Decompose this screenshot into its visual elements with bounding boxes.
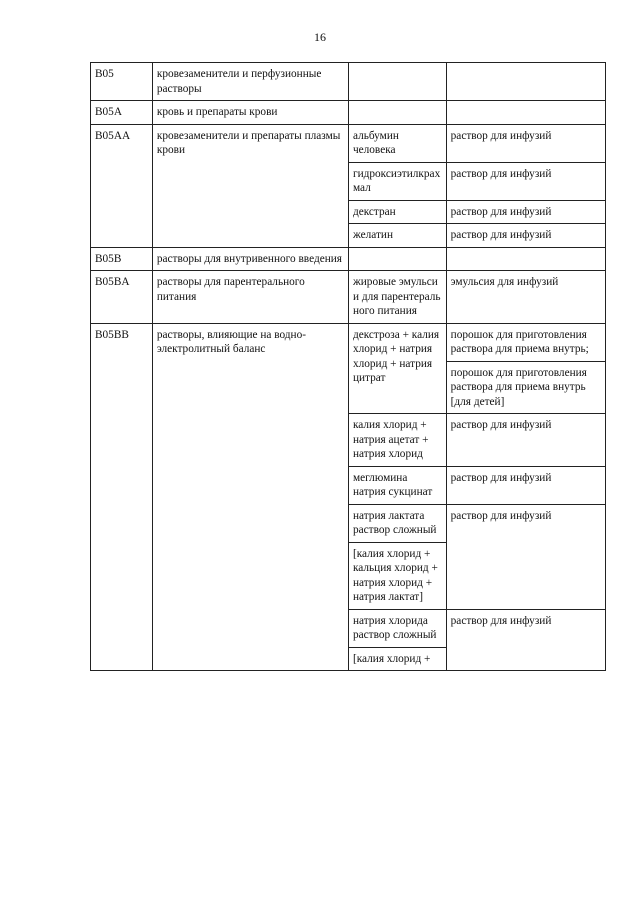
substance-name: желатин — [348, 224, 446, 248]
empty-cell — [446, 101, 605, 125]
substance-name: калия хлорид + натрия ацетат + натрия хлорид — [348, 414, 446, 467]
empty-cell — [348, 247, 446, 271]
group-name: растворы, влияющие на водно-электролитный баланс — [152, 323, 348, 671]
substance-name: гидроксиэтилкрахмал — [348, 162, 446, 200]
substance-name: натрия лактата раствор сложный — [348, 504, 446, 542]
empty-cell — [348, 63, 446, 101]
group-name: растворы для внутривенного введения — [152, 247, 348, 271]
table-row — [91, 323, 606, 361]
dosage-form: раствор для инфузий — [446, 414, 605, 467]
dosage-form: раствор для инфузий — [446, 162, 605, 200]
table-row — [91, 271, 606, 324]
dosage-form: эмульсия для инфузий — [446, 271, 605, 324]
dosage-form: раствор для инфузий — [446, 609, 605, 671]
atc-code: B05A — [91, 101, 153, 125]
atc-code: B05 — [91, 63, 153, 101]
dosage-form: раствор для инфузий — [446, 200, 605, 224]
table-row — [91, 124, 606, 162]
atc-code: B05B — [91, 247, 153, 271]
atc-code: B05AA — [91, 124, 153, 247]
atc-code: B05BA — [91, 271, 153, 324]
atc-code: B05BB — [91, 323, 153, 671]
dosage-form: раствор для инфузий — [446, 504, 605, 609]
table-row — [91, 63, 606, 101]
substance-name: натрия хлорида раствор сложный — [348, 609, 446, 647]
dosage-form: раствор для инфузий — [446, 224, 605, 248]
substance-name: меглюмина натрия сукцинат — [348, 466, 446, 504]
substance-name: [калия хлорид + кальция хлорид + натрия хлорид + натрия лактат] — [348, 542, 446, 609]
empty-cell — [446, 63, 605, 101]
dosage-form: раствор для инфузий — [446, 466, 605, 504]
page-number: 16 — [314, 30, 326, 44]
substance-name: [калия хлорид + — [348, 647, 446, 671]
dosage-form: порошок для приготовления раствора для приема внутрь; — [446, 323, 605, 361]
group-name: кровь и препараты крови — [152, 101, 348, 125]
group-name: растворы для парентерального питания — [152, 271, 348, 324]
group-name: кровезаменители и перфузионные растворы — [152, 63, 348, 101]
substance-name: декстроза + калия хлорид + натрия хлорид + натрия цитрат — [348, 323, 446, 414]
table-row — [91, 101, 606, 125]
substance-name: альбумин человека — [348, 124, 446, 162]
empty-cell — [348, 101, 446, 125]
empty-cell — [446, 247, 605, 271]
substance-name: жировые эмульсии для парентерального питания — [348, 271, 446, 324]
table-row — [91, 247, 606, 271]
dosage-form: порошок для приготовления раствора для приема внутрь [для детей] — [446, 361, 605, 414]
group-name: кровезаменители и препараты плазмы крови — [152, 124, 348, 247]
drug-table — [90, 62, 606, 671]
dosage-form: раствор для инфузий — [446, 124, 605, 162]
substance-name: декстран — [348, 200, 446, 224]
